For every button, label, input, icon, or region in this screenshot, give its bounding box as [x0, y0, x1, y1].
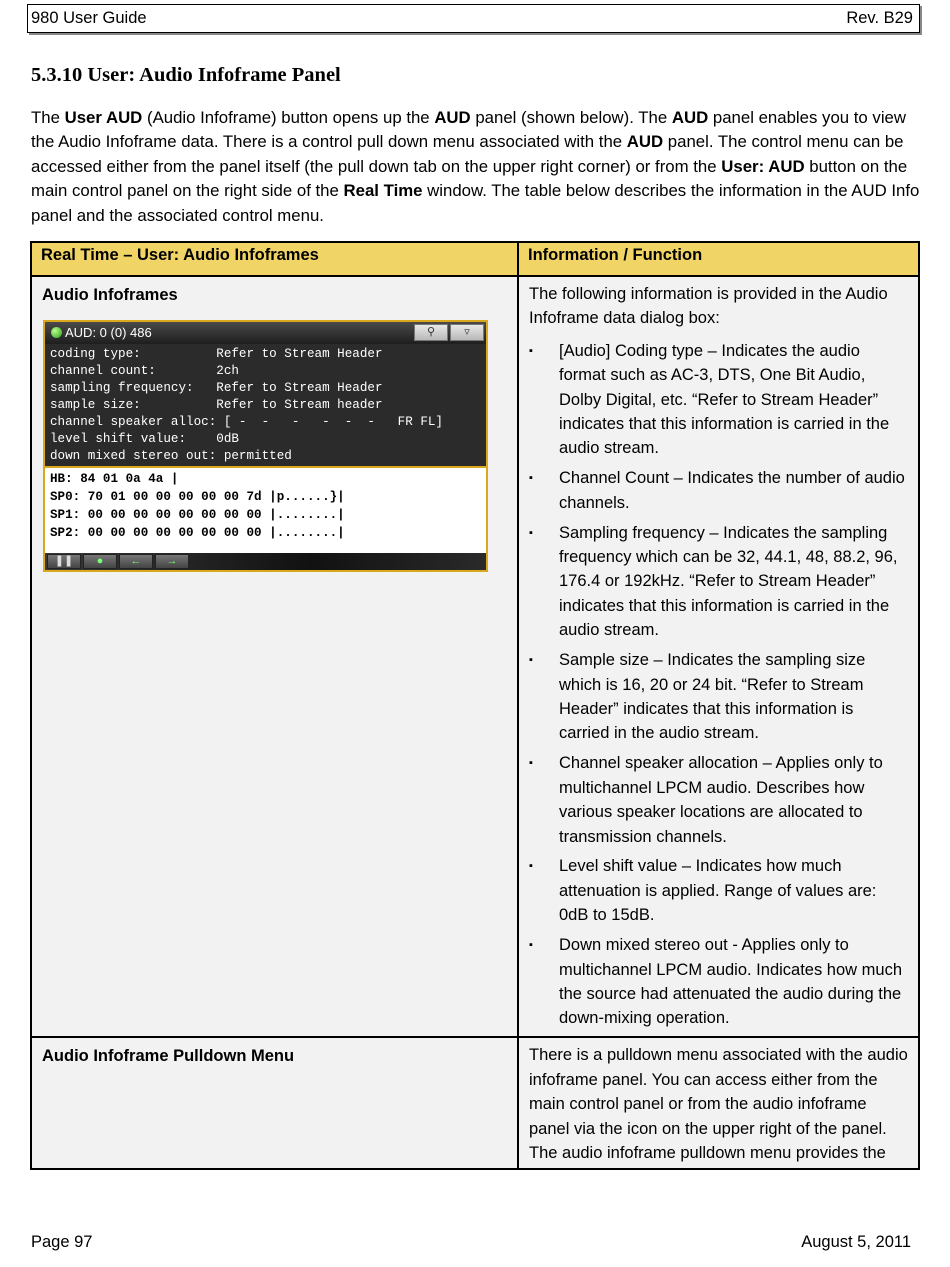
aud-fields-block	[45, 344, 486, 468]
bullet-text: Down mixed stereo out - Applies only to multichannel LPCM audio. Indicates how much the source had attenuated the audio during the down-mixing operation.	[559, 936, 903, 1028]
row-label-audio-infoframes: Audio Infoframes	[42, 286, 178, 304]
pulldown-menu-description	[518, 1037, 919, 1169]
aud-field-line: down mixed stereo out: permitted	[50, 449, 292, 464]
aud-field-line: channel count: 2ch	[50, 364, 239, 379]
page-date: August 5, 2011	[801, 1233, 911, 1251]
info-table	[30, 241, 920, 1170]
page-number: Page 97	[31, 1233, 93, 1251]
intro-segment: button on the main control panel on the right side of the	[31, 156, 908, 201]
aud-hex-block	[45, 468, 486, 556]
bullet-marker: ▪	[529, 939, 533, 952]
intro-segment: panel. The control menu can be accessed either from the panel itself (the pull down tab on the upper right corner) or from the	[31, 132, 904, 176]
aud-field-line: channel speaker alloc: [ - - - - - - FR FL]	[50, 415, 443, 430]
bullet-marker: ▪	[529, 860, 533, 873]
page-header	[27, 4, 920, 33]
aud-field-line: sampling frequency: Refer to Stream Header	[50, 381, 383, 396]
intro-segment: panel enables you to view the Audio Infoframe data. There is a control pull down menu associated with the	[31, 108, 906, 152]
intro-segment: Real Time	[343, 181, 423, 201]
status-led-icon	[51, 327, 62, 338]
aud-panel-screenshot	[43, 320, 488, 572]
record-icon[interactable]: ●	[83, 554, 117, 569]
header-title: 980 User Guide	[31, 9, 147, 27]
bullet-item	[529, 521, 908, 643]
aud-panel-titlebar	[45, 322, 486, 344]
row1-intro-text: The following information is provided in the Audio Infoframe data dialog box:	[529, 285, 888, 328]
search-icon[interactable]: ⚲	[414, 324, 448, 341]
intro-segment: AUD	[626, 132, 664, 152]
field-description-list	[529, 339, 908, 1031]
table-header-col1: Real Time – User: Audio Infoframes	[31, 242, 518, 276]
bullet-text: [Audio] Coding type – Indicates the audio format such as AC-3, DTS, One Bit Audio, Dolby Digital, etc. “Refer to Stream Header” indicates that this information is carried in the audio stream.	[559, 341, 890, 458]
back-arrow-icon[interactable]: ←	[119, 554, 153, 569]
forward-arrow-icon[interactable]: →	[155, 554, 189, 569]
bullet-marker: ▪	[529, 344, 533, 357]
aud-field-line: coding type: Refer to Stream Header	[50, 347, 383, 362]
aud-panel-toolbar	[45, 553, 486, 570]
intro-segment: The	[31, 108, 65, 127]
pulldown-menu-cell	[31, 1037, 518, 1169]
bullet-item	[529, 854, 908, 927]
bullet-marker: ▪	[529, 654, 533, 667]
header-revision: Rev. B29	[846, 9, 913, 27]
aud-hex-line: SP2: 00 00 00 00 00 00 00 00 |........|	[50, 526, 345, 541]
intro-segment: (Audio Infoframe) button opens up the	[142, 108, 435, 127]
bullet-text: Level shift value – Indicates how much attenuation is applied. Range of values are: 0dB to 15dB.	[559, 857, 877, 925]
pause-icon[interactable]: ❚❚	[47, 554, 81, 569]
aud-hex-line: SP0: 70 01 00 00 00 00 00 7d |p......}|	[50, 490, 345, 505]
aud-field-line: level shift value: 0dB	[50, 432, 239, 447]
aud-hex-line: SP1: 00 00 00 00 00 00 00 00 |........|	[50, 508, 345, 523]
pulldown-tab-icon[interactable]: ▿	[450, 324, 484, 341]
bullet-item	[529, 648, 908, 746]
intro-segment: User: AUD	[721, 156, 805, 176]
aud-hex-line: HB: 84 01 0a 4a |	[50, 472, 179, 487]
bullet-text: Sample size – Indicates the sampling size which is 16, 20 or 24 bit. “Refer to Stream Header” indicates that this information is carried in the audio stream.	[559, 651, 866, 743]
table-header-col2: Information / Function	[518, 242, 919, 276]
row-label-pulldown-menu: Audio Infoframe Pulldown Menu	[42, 1047, 295, 1066]
audio-infoframes-cell	[31, 276, 518, 1037]
bullet-text: Channel Count – Indicates the number of audio channels.	[559, 469, 905, 512]
audio-infoframes-description	[518, 276, 919, 1037]
bullet-text: Channel speaker allocation – Applies only to multichannel LPCM audio. Describes how various speaker locations are allocated to transmission channels.	[559, 754, 883, 846]
aud-field-line: sample size: Refer to Stream header	[50, 398, 383, 413]
intro-segment: AUD	[671, 108, 709, 127]
intro-segment: panel (shown below). The	[470, 108, 672, 127]
bullet-item	[529, 751, 908, 849]
section-title: 5.3.10 User: Audio Infoframe Panel	[31, 64, 341, 86]
bullet-item	[529, 466, 908, 515]
bullet-marker: ▪	[529, 526, 533, 539]
intro-segment: User AUD	[64, 108, 143, 127]
bullet-item	[529, 933, 908, 1031]
bullet-marker: ▪	[529, 472, 533, 485]
bullet-item	[529, 339, 908, 461]
row2-text: There is a pulldown menu associated with the audio infoframe panel. You can access either from the main control panel or from the audio infoframe panel via the icon on the upper right of the panel. The audio infoframe pulldown menu provides the	[529, 1046, 908, 1162]
bullet-marker: ▪	[529, 757, 533, 770]
intro-segment: AUD	[434, 108, 471, 127]
aud-panel-title: AUD: 0 (0) 486	[65, 325, 152, 341]
bullet-text: Sampling frequency – Indicates the sampling frequency which can be 32, 44.1, 48, 88.2, 96, 176.4 or 192kHz. “Refer to Stream Header” indicates that this information is carried in the audio stream.	[559, 523, 898, 640]
intro-segment: window. The table below describes the information in the AUD Info panel and the associated control menu.	[31, 181, 920, 225]
intro-paragraph	[31, 106, 921, 228]
